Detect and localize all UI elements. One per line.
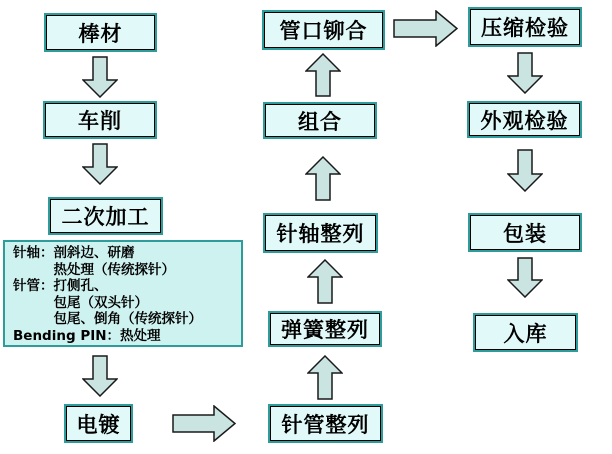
flow-arrow-up-icon <box>307 259 343 304</box>
node-bar-stock: 棒材 <box>44 13 157 52</box>
node-plunger-alignment: 针轴整列 <box>263 213 378 253</box>
node-compression-inspection: 压缩检验 <box>468 7 582 47</box>
node-spring-alignment: 弹簧整列 <box>268 311 382 347</box>
node-warehousing: 入库 <box>473 313 578 352</box>
node-tube-alignment: 针管整列 <box>268 404 383 443</box>
flow-arrow-right-icon <box>393 10 458 47</box>
node-visual-inspection: 外观检验 <box>467 101 582 138</box>
flow-arrow-down-icon <box>82 56 118 98</box>
flow-arrow-right-icon <box>172 405 236 442</box>
node-secondary-machining: 二次加工 <box>48 197 163 235</box>
flow-arrow-down-icon <box>82 143 118 185</box>
detail-line: 包尾、倒角（传统探针） <box>13 311 202 327</box>
detail-line: Bending PIN：热处理 <box>13 327 161 344</box>
node-tube-mouth-crimping: 管口铆合 <box>262 10 385 50</box>
flow-arrow-down-icon <box>507 149 543 192</box>
flow-arrow-down-icon <box>507 52 543 94</box>
flow-arrow-up-icon <box>307 355 343 400</box>
node-turning: 车削 <box>43 101 157 139</box>
process-detail-note <box>3 240 243 347</box>
flow-arrow-down-icon <box>507 257 543 298</box>
node-electroplating: 电镀 <box>64 404 133 443</box>
node-packaging: 包装 <box>468 213 582 252</box>
flow-arrow-up-icon <box>305 156 341 201</box>
detail-line: 热处理（传统探针） <box>13 261 175 278</box>
detail-line: 针轴：剖斜边、研磨 <box>13 245 135 261</box>
flow-arrow-down-icon <box>82 355 118 397</box>
detail-line: 针管：打侧孔、 <box>13 278 108 294</box>
detail-line: 包尾（双头针） <box>13 294 148 311</box>
node-assembly: 组合 <box>263 102 377 139</box>
flow-arrow-up-icon <box>305 53 341 97</box>
